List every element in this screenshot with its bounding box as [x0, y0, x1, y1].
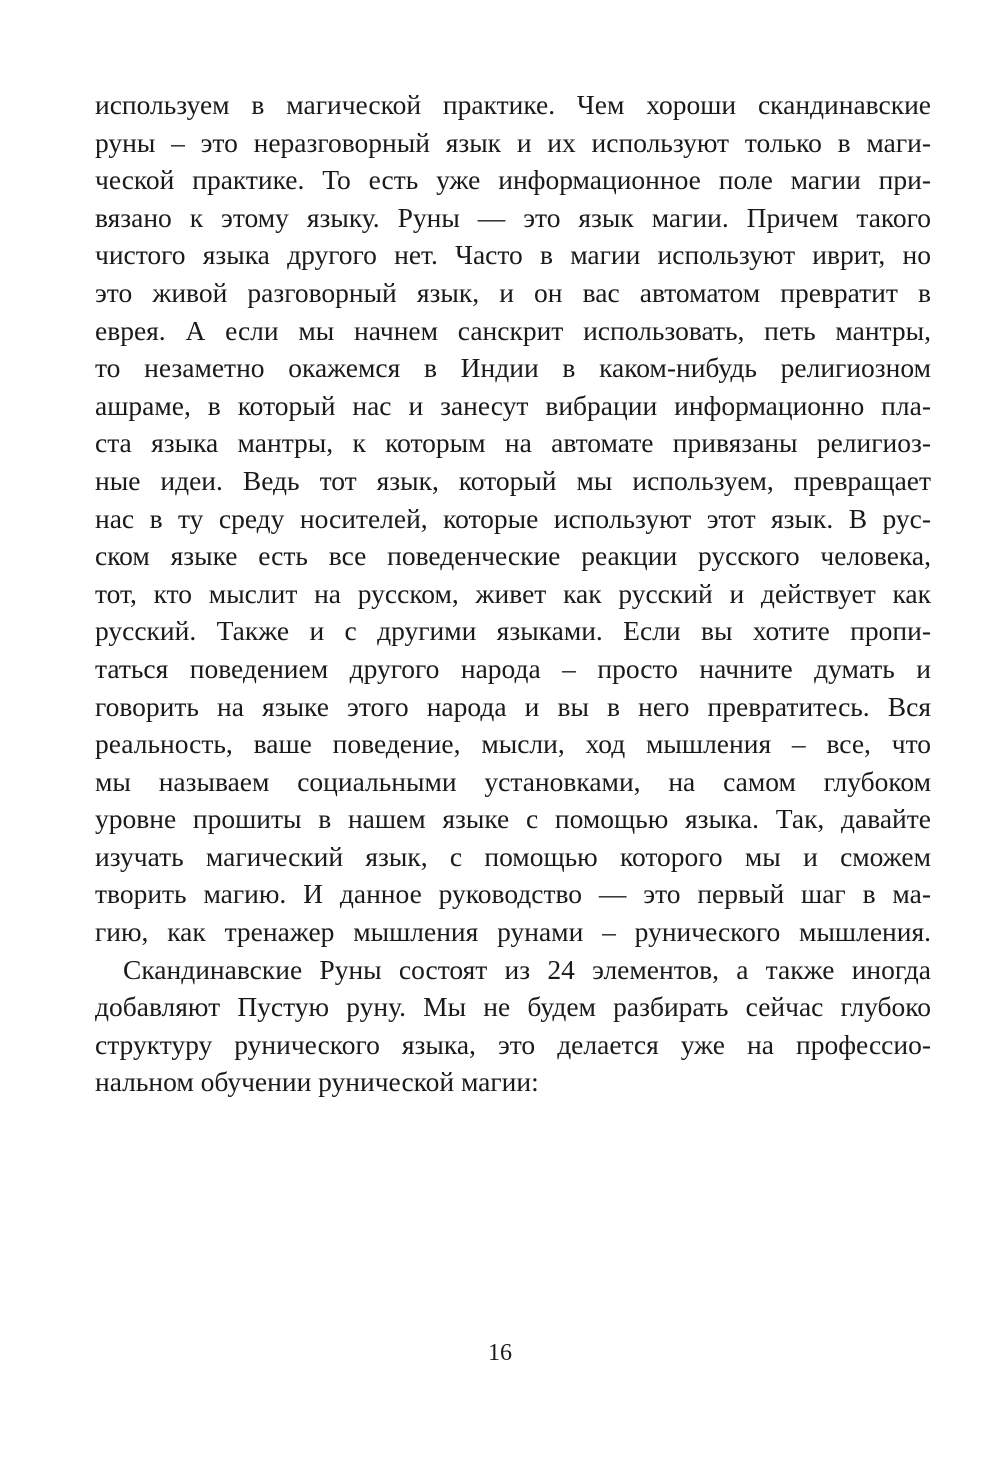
text-line: гию, как тренажер мышления рунами – рунического мышления. — [95, 916, 931, 948]
text-line: говорить на языке этого народа и вы в него превратитесь. Вся — [95, 690, 931, 722]
text-line: таться поведением другого народа – просто начните думать и — [95, 652, 931, 684]
page-number: 16 — [488, 1340, 512, 1366]
text-line: добавляют Пустую руну. Мы не будем разбирать сейчас глубоко — [95, 991, 931, 1023]
paragraph-2 — [95, 951, 931, 1101]
text-line: нальном обучении рунической магии: — [95, 1066, 539, 1098]
text-line: еврея. А если мы начнем санскрит использовать, петь мантры, — [95, 314, 931, 346]
text-line: используем в магической практике. Чем хороши скандинавские — [95, 89, 931, 120]
text-line: вязано к этому языку. Руны — это язык магии. Причем такого — [95, 201, 931, 233]
text-line: то незаметно окажемся в Индии в каком-нибудь религиозном — [95, 352, 931, 384]
text-line: ста языка мантры, к которым на автомате привязаны религиоз- — [95, 427, 931, 459]
text-line: реальность, ваше поведение, мысли, ход мышления – все, что — [95, 728, 931, 760]
text-line: ческой практике. То есть уже информационное поле магии при- — [95, 164, 931, 196]
text-line: творить магию. И данное руководство — это первый шаг в ма- — [95, 878, 931, 910]
paragraph-1 — [95, 86, 931, 951]
text-line: изучать магический язык, с помощью которого мы и сможем — [95, 840, 931, 872]
body-text — [95, 86, 931, 1101]
text-line: нас в ту среду носителей, которые используют этот язык. В рус- — [95, 502, 931, 534]
text-line: это живой разговорный язык, и он вас автоматом превратит в — [95, 276, 931, 308]
text-line: уровне прошиты в нашем языке с помощью языка. Так, давайте — [95, 803, 931, 835]
text-line: руны – это неразговорный язык и их используют только в маги- — [95, 126, 931, 158]
text-line: чистого языка другого нет. Часто в магии используют иврит, но — [95, 239, 931, 271]
text-line: мы называем социальными установками, на самом глубоком — [95, 765, 931, 797]
text-line: русский. Также и с другими языками. Если вы хотите пропи- — [95, 615, 931, 647]
text-line: Скандинавские Руны состоят из 24 элементов, а также иногда — [123, 953, 931, 985]
text-line: ные идеи. Ведь тот язык, который мы используем, превращает — [95, 464, 931, 496]
text-line: структуру рунического языка, это делается уже на профессио- — [95, 1028, 931, 1060]
text-line: тот, кто мыслит на русском, живет как русский и действует как — [95, 577, 931, 609]
text-line: ском языке есть все поведенческие реакции русского человека, — [95, 540, 931, 572]
text-line: ашраме, в который нас и занесут вибрации информационно пла- — [95, 389, 931, 421]
